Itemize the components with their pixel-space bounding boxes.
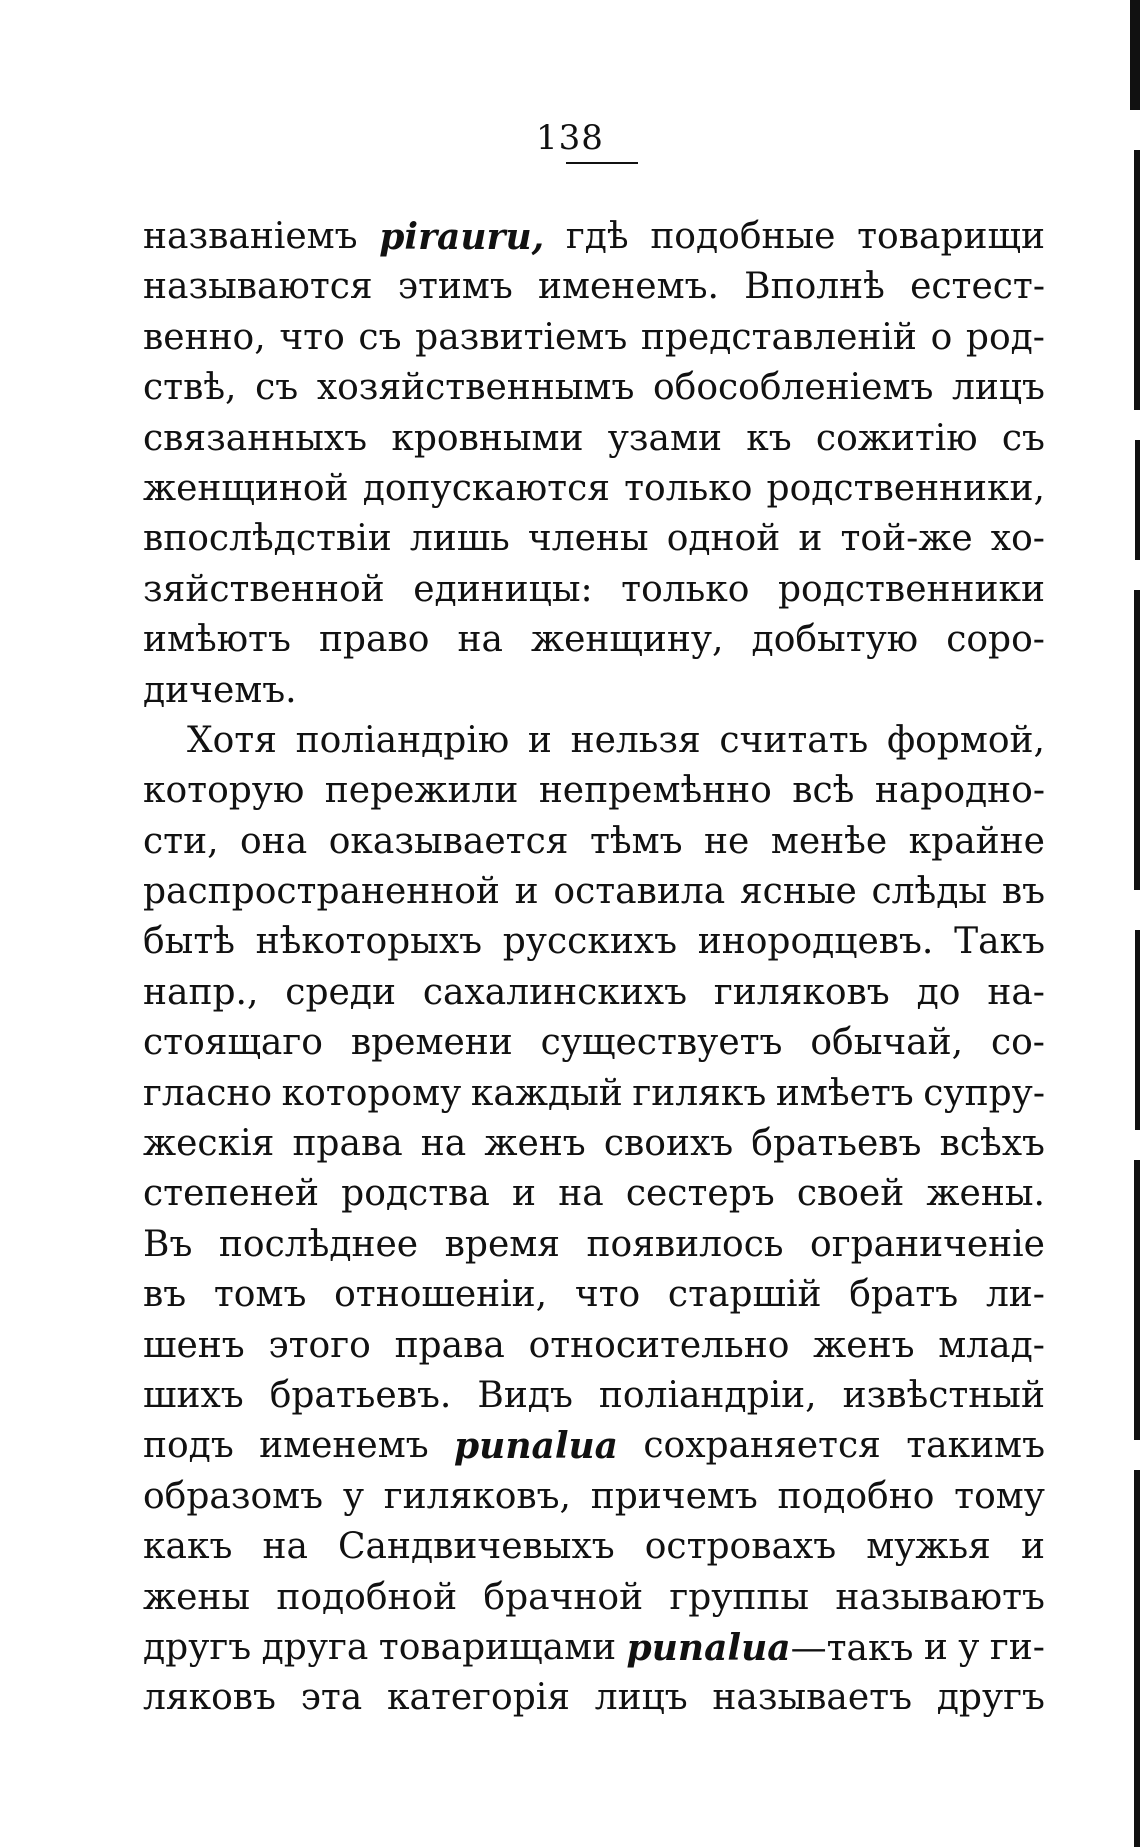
word: этого bbox=[268, 1324, 371, 1366]
word: народно- bbox=[874, 770, 1045, 812]
word: томъ bbox=[213, 1274, 307, 1316]
word: ляковъ bbox=[143, 1677, 276, 1719]
word: права bbox=[394, 1324, 505, 1366]
text-line bbox=[143, 917, 1045, 967]
word: подобной bbox=[276, 1576, 458, 1618]
word: эта bbox=[300, 1677, 363, 1719]
word: стоящаго bbox=[143, 1022, 323, 1064]
word: нѣкоторыхъ bbox=[255, 921, 483, 963]
word: ли- bbox=[985, 1274, 1045, 1316]
word: сожитію bbox=[815, 417, 978, 459]
word: и bbox=[1020, 1526, 1045, 1568]
word: кровными bbox=[391, 417, 584, 459]
page-edge-shadow bbox=[1134, 150, 1140, 410]
text-line bbox=[143, 313, 1045, 363]
word: той-же bbox=[840, 518, 973, 560]
word: напр., bbox=[143, 971, 259, 1013]
word: Вполнѣ bbox=[744, 266, 885, 308]
word: сохраняется bbox=[643, 1425, 881, 1467]
word: лицъ bbox=[952, 367, 1045, 409]
word: pirauru, bbox=[379, 216, 545, 258]
text-line bbox=[143, 262, 1045, 312]
word: гдѣ bbox=[565, 216, 629, 257]
word: существуетъ bbox=[540, 1022, 783, 1064]
word: появилось bbox=[586, 1223, 784, 1265]
word: у bbox=[342, 1475, 365, 1517]
word: каждый bbox=[470, 1072, 623, 1114]
word: ги- bbox=[989, 1626, 1045, 1668]
word: одной bbox=[666, 518, 781, 560]
word: на bbox=[558, 1173, 604, 1215]
word: менѣе bbox=[770, 820, 888, 862]
text-line bbox=[143, 1522, 1045, 1572]
text-line bbox=[143, 1421, 1045, 1471]
word: Сандвичевыхъ bbox=[338, 1526, 615, 1568]
word: единицы: bbox=[413, 568, 593, 610]
word: братьевъ bbox=[751, 1123, 922, 1165]
word: именемъ bbox=[259, 1425, 429, 1467]
word: какъ bbox=[143, 1526, 233, 1568]
word: жены. bbox=[926, 1173, 1045, 1215]
word: Въ bbox=[143, 1223, 193, 1265]
word: жены bbox=[143, 1576, 251, 1618]
word: punalua—такъ bbox=[626, 1626, 914, 1669]
word: родства bbox=[341, 1173, 490, 1215]
word: женъ bbox=[484, 1123, 586, 1165]
word: извѣстный bbox=[842, 1374, 1045, 1416]
word: всѣхъ bbox=[939, 1123, 1045, 1165]
word: времени bbox=[350, 1022, 513, 1064]
word: жескія bbox=[143, 1123, 275, 1165]
word: хозяйственнымъ bbox=[316, 367, 635, 409]
word: островахъ bbox=[644, 1526, 837, 1568]
page-edge-shadow bbox=[1134, 1160, 1140, 1440]
word: только bbox=[621, 568, 750, 610]
word: всѣ bbox=[792, 770, 855, 812]
page-number-underline bbox=[566, 162, 638, 164]
word: непремѣнно bbox=[538, 770, 772, 812]
text-line bbox=[143, 615, 1045, 665]
word: ясные bbox=[739, 871, 857, 913]
word: право bbox=[318, 619, 430, 661]
word: обычай, bbox=[810, 1022, 964, 1064]
text-line bbox=[143, 1270, 1045, 1320]
word: развитіемъ bbox=[415, 316, 628, 358]
text-line bbox=[143, 1673, 1045, 1723]
text-line bbox=[143, 1069, 1045, 1119]
word: поліандрію bbox=[295, 719, 510, 761]
word: сти, bbox=[143, 820, 219, 862]
word: сахалинскихъ bbox=[422, 971, 687, 1013]
word: Видъ bbox=[477, 1374, 573, 1416]
word: сестеръ bbox=[625, 1173, 775, 1215]
word: крайне bbox=[908, 820, 1045, 862]
word: названіемъ bbox=[143, 216, 358, 257]
word: оказывается bbox=[328, 820, 569, 862]
word: не bbox=[704, 820, 750, 862]
page-edge-shadow bbox=[1134, 590, 1140, 890]
word: punalua bbox=[453, 1425, 619, 1468]
word: братьевъ. bbox=[269, 1374, 452, 1416]
word: подъ bbox=[143, 1425, 234, 1467]
word: другъ bbox=[143, 1626, 252, 1668]
text-line bbox=[143, 1371, 1045, 1421]
page-number: 138 bbox=[536, 118, 604, 158]
word: Такъ bbox=[954, 921, 1045, 963]
word: братъ bbox=[849, 1274, 959, 1316]
word: называетъ bbox=[712, 1677, 913, 1719]
word: члены bbox=[527, 518, 649, 560]
word: съ bbox=[358, 316, 402, 358]
word: съ bbox=[1001, 417, 1045, 459]
word: которую bbox=[143, 770, 305, 812]
word: на bbox=[457, 619, 503, 661]
word: род- bbox=[965, 316, 1045, 358]
text-line bbox=[143, 1573, 1045, 1623]
word: на- bbox=[987, 971, 1045, 1013]
text-line bbox=[143, 1321, 1045, 1371]
body-text bbox=[143, 212, 1045, 1724]
word: имѣетъ bbox=[775, 1072, 914, 1114]
text-line bbox=[143, 1472, 1045, 1522]
word: пережили bbox=[324, 770, 519, 812]
word: товарищами bbox=[378, 1626, 617, 1668]
word: ствѣ, bbox=[143, 367, 237, 409]
text-line bbox=[143, 666, 1045, 716]
word: имѣютъ bbox=[143, 619, 291, 661]
word: старшій bbox=[667, 1274, 822, 1316]
word: супру- bbox=[923, 1072, 1045, 1114]
text-line bbox=[143, 363, 1045, 413]
word: подобные bbox=[650, 216, 836, 257]
text-line bbox=[143, 716, 1045, 766]
word: инородцевъ. bbox=[697, 921, 934, 963]
text-line bbox=[143, 212, 1045, 262]
word: именемъ. bbox=[538, 266, 719, 308]
word: гласно bbox=[143, 1072, 273, 1114]
word: только bbox=[624, 467, 753, 509]
word: товарищи bbox=[857, 216, 1045, 257]
word: друга bbox=[261, 1626, 369, 1668]
word: связанныхъ bbox=[143, 417, 368, 459]
word: и bbox=[514, 871, 539, 913]
word: родственники bbox=[777, 568, 1045, 610]
word: причемъ bbox=[590, 1475, 758, 1517]
word: у bbox=[958, 1626, 980, 1668]
word: слѣды bbox=[871, 871, 988, 913]
word: дичемъ. bbox=[143, 669, 297, 711]
word: и bbox=[923, 1626, 948, 1668]
word: она bbox=[240, 820, 308, 862]
page-edge-shadow bbox=[1130, 0, 1140, 110]
word: шенъ bbox=[143, 1324, 245, 1366]
word: что bbox=[279, 316, 345, 358]
word: которому bbox=[281, 1072, 462, 1114]
word: брачной bbox=[483, 1576, 644, 1618]
word: подобно bbox=[777, 1475, 935, 1517]
word: такимъ bbox=[906, 1425, 1045, 1467]
word: тѣмъ bbox=[589, 820, 683, 862]
word: въ bbox=[143, 1274, 187, 1316]
word: этимъ bbox=[397, 266, 513, 308]
page-edge-shadow bbox=[1134, 1470, 1140, 1847]
word: права bbox=[292, 1123, 403, 1165]
text-line bbox=[143, 1169, 1045, 1219]
word: ограниченіе bbox=[810, 1223, 1045, 1265]
text-line bbox=[143, 1220, 1045, 1270]
word: образомъ bbox=[143, 1475, 324, 1517]
word: бытѣ bbox=[143, 921, 235, 963]
text-line bbox=[143, 464, 1045, 514]
word: отношеніи, bbox=[334, 1274, 548, 1316]
page-edge-shadow bbox=[1135, 440, 1140, 560]
word: лишь bbox=[409, 518, 510, 560]
word: о bbox=[930, 316, 953, 358]
word: къ bbox=[746, 417, 792, 459]
text-line bbox=[143, 514, 1045, 564]
word: на bbox=[420, 1123, 467, 1165]
word: представленій bbox=[640, 316, 917, 358]
word: и bbox=[527, 719, 552, 761]
word: среди bbox=[285, 971, 396, 1013]
word: называются bbox=[143, 266, 373, 308]
text-line bbox=[143, 766, 1045, 816]
word: допускаются bbox=[362, 467, 610, 509]
word: обособленіемъ bbox=[652, 367, 934, 409]
word: родственники, bbox=[766, 467, 1045, 509]
word: гилякъ bbox=[632, 1072, 767, 1114]
word: со- bbox=[990, 1022, 1045, 1064]
text-line bbox=[143, 1119, 1045, 1169]
word: шихъ bbox=[143, 1374, 244, 1416]
text-line bbox=[143, 817, 1045, 867]
word: считать bbox=[719, 719, 869, 761]
word: что bbox=[574, 1274, 641, 1316]
word: естест- bbox=[910, 266, 1045, 308]
word: женъ bbox=[813, 1324, 915, 1366]
word: на bbox=[262, 1526, 308, 1568]
word: послѣднее bbox=[218, 1223, 419, 1265]
word: степеней bbox=[143, 1173, 319, 1215]
word: мужья bbox=[866, 1526, 991, 1568]
page-edge-shadow bbox=[1135, 930, 1140, 1130]
text-line bbox=[143, 867, 1045, 917]
word: другъ bbox=[936, 1677, 1045, 1719]
word: группы bbox=[669, 1576, 810, 1618]
word: хо- bbox=[990, 518, 1045, 560]
text-line bbox=[143, 565, 1045, 615]
word: и bbox=[798, 518, 823, 560]
word: называютъ bbox=[835, 1576, 1045, 1618]
word: женщину, bbox=[530, 619, 724, 661]
word: оставила bbox=[553, 871, 726, 913]
word: узами bbox=[607, 417, 723, 459]
word: добытую bbox=[751, 619, 919, 661]
word: относительно bbox=[528, 1324, 790, 1366]
word: русскихъ bbox=[502, 921, 678, 963]
word: своей bbox=[796, 1173, 905, 1215]
text-line bbox=[143, 1623, 1045, 1673]
word: гиляковъ, bbox=[383, 1475, 571, 1517]
word: соро- bbox=[946, 619, 1045, 661]
text-line bbox=[143, 968, 1045, 1018]
word: гиляковъ bbox=[713, 971, 890, 1013]
word: тому bbox=[954, 1475, 1045, 1517]
word: категорія bbox=[386, 1677, 570, 1719]
word: и bbox=[512, 1173, 537, 1215]
word: формой, bbox=[886, 719, 1045, 761]
word: съ bbox=[255, 367, 299, 409]
word: въ bbox=[1001, 871, 1045, 913]
text-line bbox=[143, 1018, 1045, 1068]
text-line bbox=[143, 414, 1045, 464]
word: до bbox=[916, 971, 961, 1013]
word: распространенной bbox=[143, 871, 500, 913]
word: поліандріи, bbox=[598, 1374, 817, 1416]
word: млад- bbox=[938, 1324, 1045, 1366]
word: женщиной bbox=[143, 467, 349, 509]
word: время bbox=[444, 1223, 560, 1265]
word: венно, bbox=[143, 316, 266, 358]
word: впослѣдствіи bbox=[143, 518, 392, 560]
word: своихъ bbox=[603, 1123, 734, 1165]
word: лицъ bbox=[594, 1677, 688, 1719]
word: нельзя bbox=[570, 719, 701, 761]
word: зяйственной bbox=[143, 568, 385, 610]
word: Хотя bbox=[187, 719, 277, 761]
